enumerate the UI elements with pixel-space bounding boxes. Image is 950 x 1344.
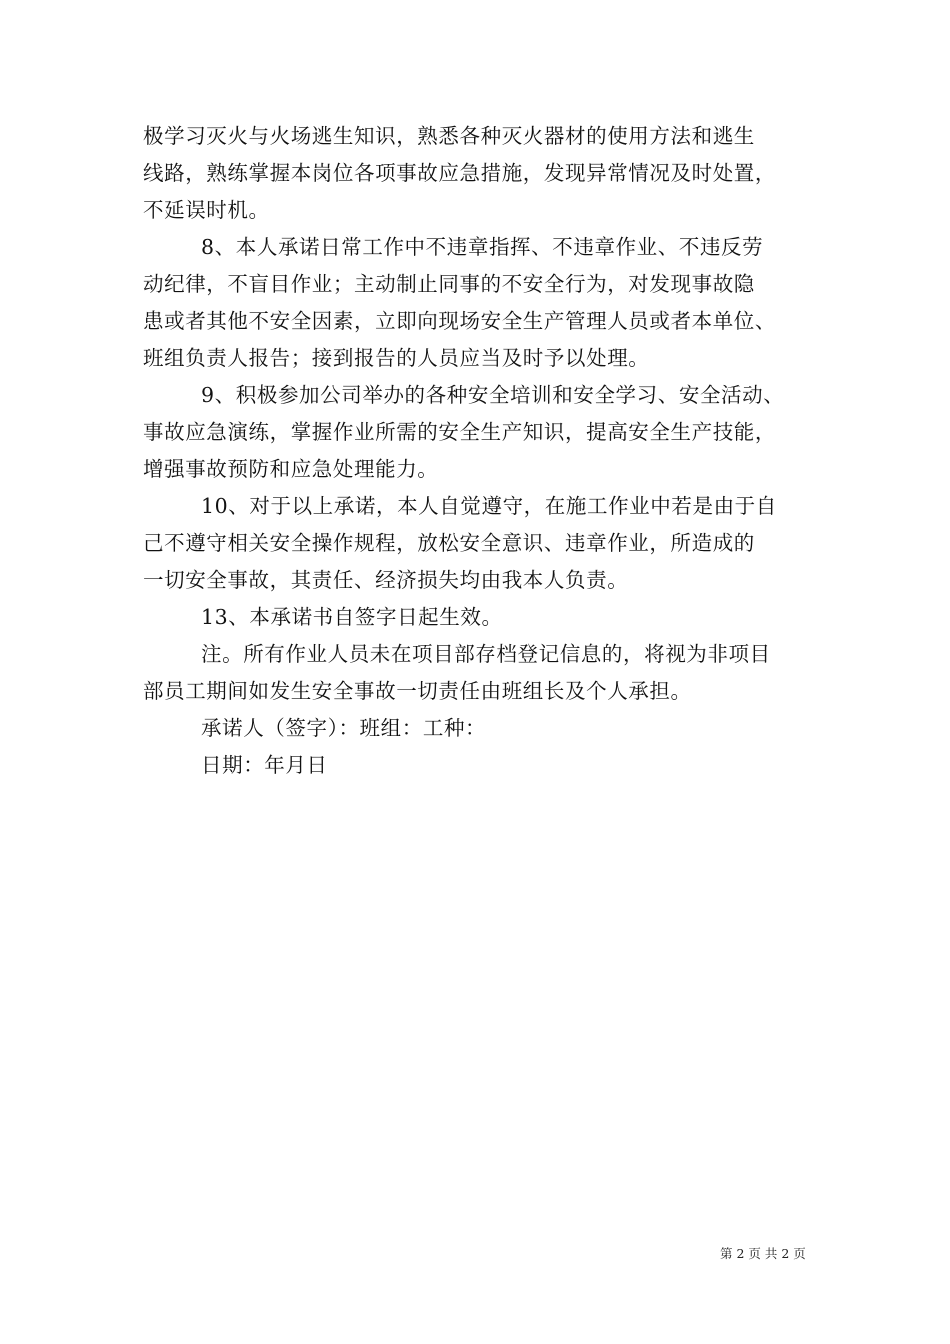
text-line: 一切安全事故，其责任、经济损失均由我本人负责。 [143,568,629,592]
text-line: 极学习灭火与火场逃生知识，熟悉各种灭火器材的使用方法和逃生 [143,124,755,148]
text-line: 部员工期间如发生安全事故一切责任由班组长及个人承担。 [143,679,692,703]
signature-line: 承诺人（签字）：班组：工种： [201,716,487,740]
paragraph-9-start: 9、积极参加公司举办的各种安全培训和安全学习、安全活动、 [201,383,785,407]
text-line: 己不遵守相关安全操作规程，放松安全意识、违章作业，所造成的 [143,531,755,555]
text-line: 班组负责人报告；接到报告的人员应当及时予以处理。 [143,346,650,370]
text-line: 增强事故预防和应急处理能力。 [143,457,439,481]
note-paragraph-start: 注。所有作业人员未在项目部存档登记信息的，将视为非项目 [201,642,771,666]
text-line: 线路，熟练掌握本岗位各项事故应急措施，发现异常情况及时处置， [143,161,776,185]
text-line: 不延误时机。 [143,198,270,222]
document-body [143,118,813,784]
page-number-footer: 第 2 页 共 2 页 [720,1246,806,1261]
text-line: 事故应急演练，掌握作业所需的安全生产知识，提高安全生产技能， [143,420,776,444]
paragraph-10-start: 10、对于以上承诺，本人自觉遵守，在施工作业中若是由于自 [201,494,777,518]
text-line: 动纪律，不盲目作业；主动制止同事的不安全行为，对发现事故隐 [143,272,755,296]
text-line: 患或者其他不安全因素，立即向现场安全生产管理人员或者本单位、 [143,309,776,333]
date-line: 日期：年月日 [201,753,328,777]
paragraph-13: 13、本承诺书自签字日起生效。 [201,605,503,629]
paragraph-8-start: 8、本人承诺日常工作中不违章指挥、不违章作业、不违反劳 [201,235,764,259]
